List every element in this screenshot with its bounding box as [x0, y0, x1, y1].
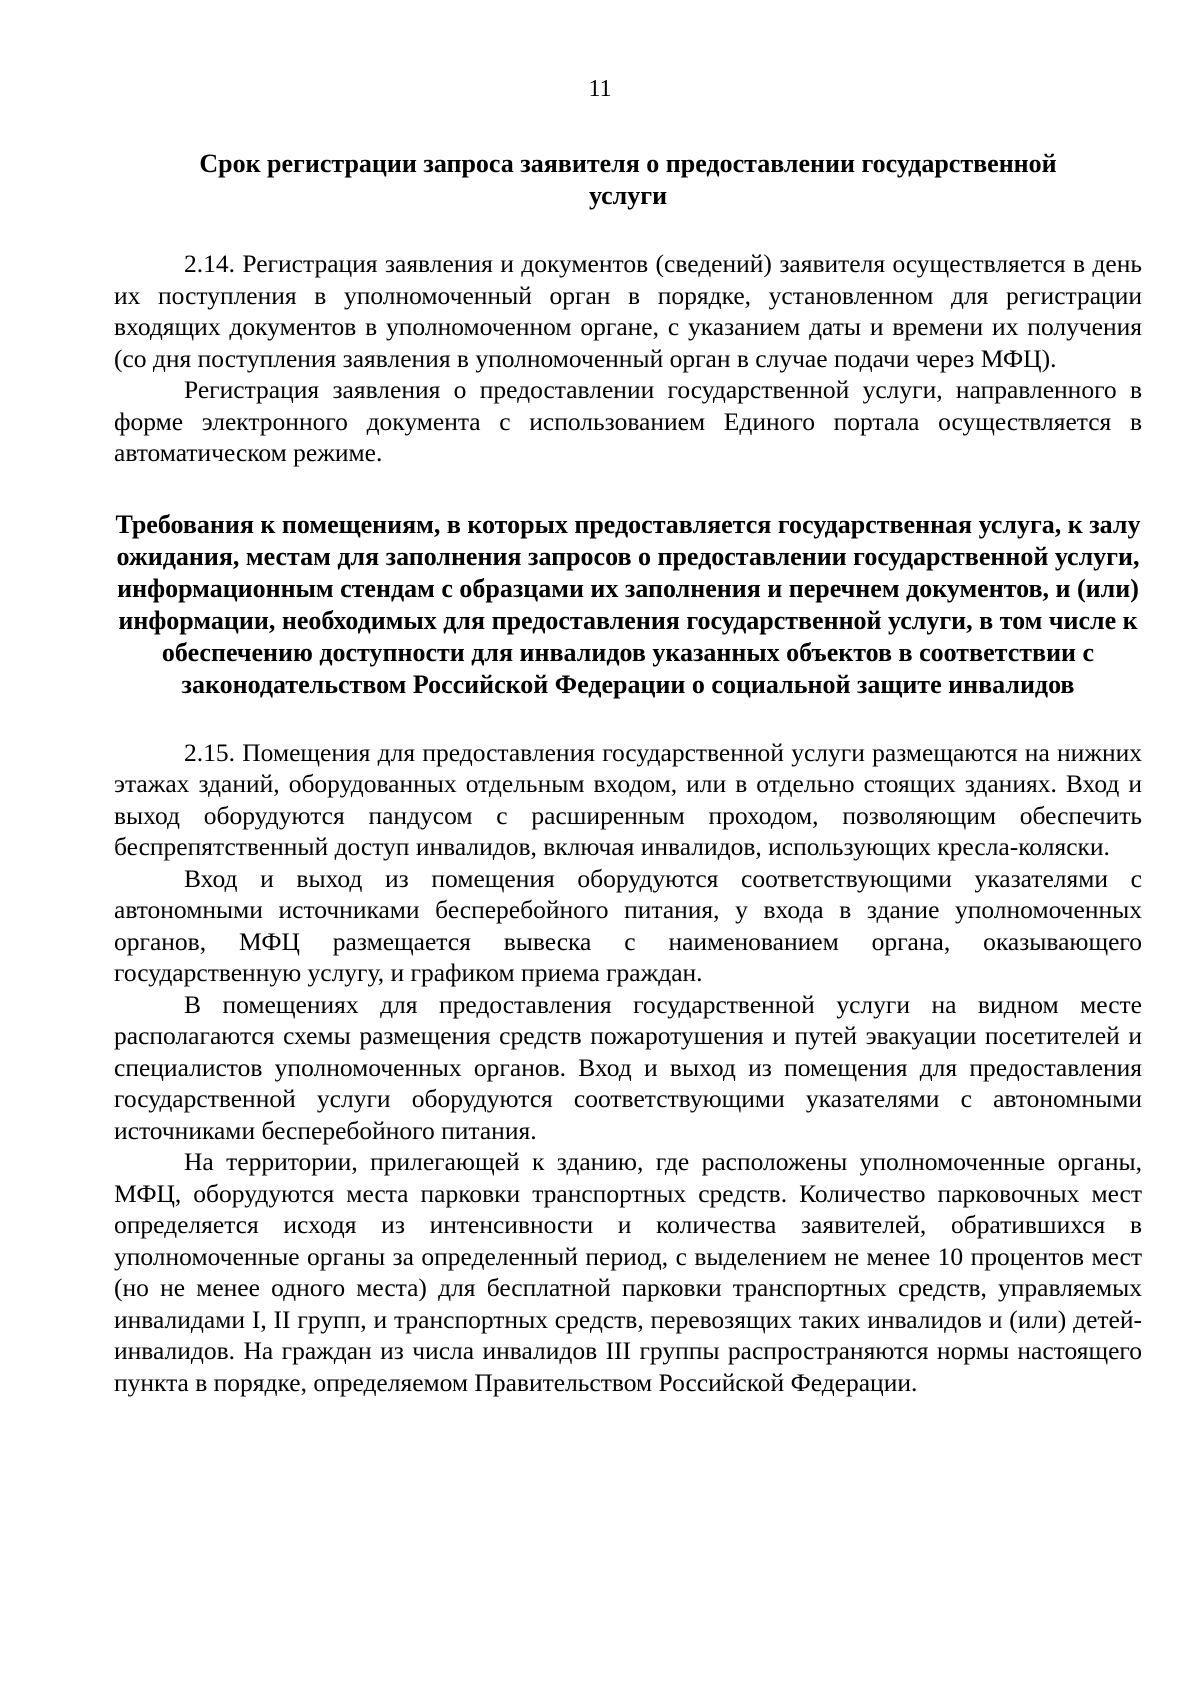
section-premises-requirements	[114, 509, 1142, 1399]
paragraph-2-14: 2.14. Регистрация заявления и документов (сведений) заявителя осуществляется в день их поступления в уполномоченный орган в порядке, установленном для регистрации входящих документов в уполномоченном органе, с указанием даты и времени их получения (со дня поступления заявления в уполномоченный орган в случае подачи через МФЦ).	[114, 249, 1142, 373]
page-number: 11	[588, 76, 612, 102]
section-heading-registration-term: Срок регистрации запроса заявителя о предоставлении государственной услуги	[199, 149, 1057, 210]
paragraph-electronic-registration: Регистрация заявления о предоставлении государственной услуги, направленного в форме электронного документа с использованием Единого портала осуществляется в автоматическом режиме.	[114, 375, 1142, 467]
section-2-paragraphs	[114, 737, 1142, 1399]
paragraph-evacuation-schemes: В помещениях для предоставления государственной услуги на видном месте располагаются схемы размещения средств пожаротушения и путей эвакуации посетителей и специалистов уполномоченных органов. Вход и выход из помещения для предоставления государственной услуги оборудуются соответствующими указателями с автономными источниками бесперебойного питания.	[114, 989, 1142, 1145]
section-heading-premises-requirements: Требования к помещениям, в которых предоставляется государственная услуга, к залу ожидания, местам для заполнения запросов о предоставлении государственной услуги, информационным стендам с образцами их заполнения и перечнем документов, и (или) информации, необходимых для предоставления государственной услуги, в том числе к обеспечению доступности для инвалидов указанных объектов в соответствии с законодательством Российской Федерации о социальной защите инвалидов	[115, 509, 1141, 699]
document-body	[114, 148, 1142, 1398]
paragraph-2-15: 2.15. Помещения для предоставления государственной услуги размещаются на нижних этажах зданий, оборудованных отдельным входом, или в отдельно стоящих зданиях. Вход и выход оборудуются пандусом с расширенным проходом, позволяющим обеспечить беспрепятственный доступ инвалидов, включая инвалидов, использующих кресла-коляски.	[114, 737, 1142, 861]
paragraph-entrance-signage: Вход и выход из помещения оборудуются соответствующими указателями с автономными источниками бесперебойного питания, у входа в здание уполномоченных органов, МФЦ размещается вывеска с наименованием органа, оказывающего государственную услугу, и графиком приема граждан.	[114, 863, 1142, 987]
section-1-paragraphs	[114, 248, 1142, 469]
section-registration-term	[114, 148, 1142, 469]
paragraph-parking: На территории, прилегающей к зданию, где расположены уполномоченные органы, МФЦ, оборудуются места парковки транспортных средств. Количество парковочных мест определяется исходя из интенсивности и количества заявителей, обратившихся в уполномоченные органы за определенный период, с выделением не менее 10 процентов мест (но не менее одного места) для бесплатной парковки транспортных средств, управляемых инвалидами I, II групп, и транспортных средств, перевозящих таких инвалидов и (или) детей-инвалидов. На граждан из числа инвалидов III группы распространяются нормы настоящего пункта в порядке, определяемом Правительством Российской Федерации.	[114, 1147, 1142, 1397]
